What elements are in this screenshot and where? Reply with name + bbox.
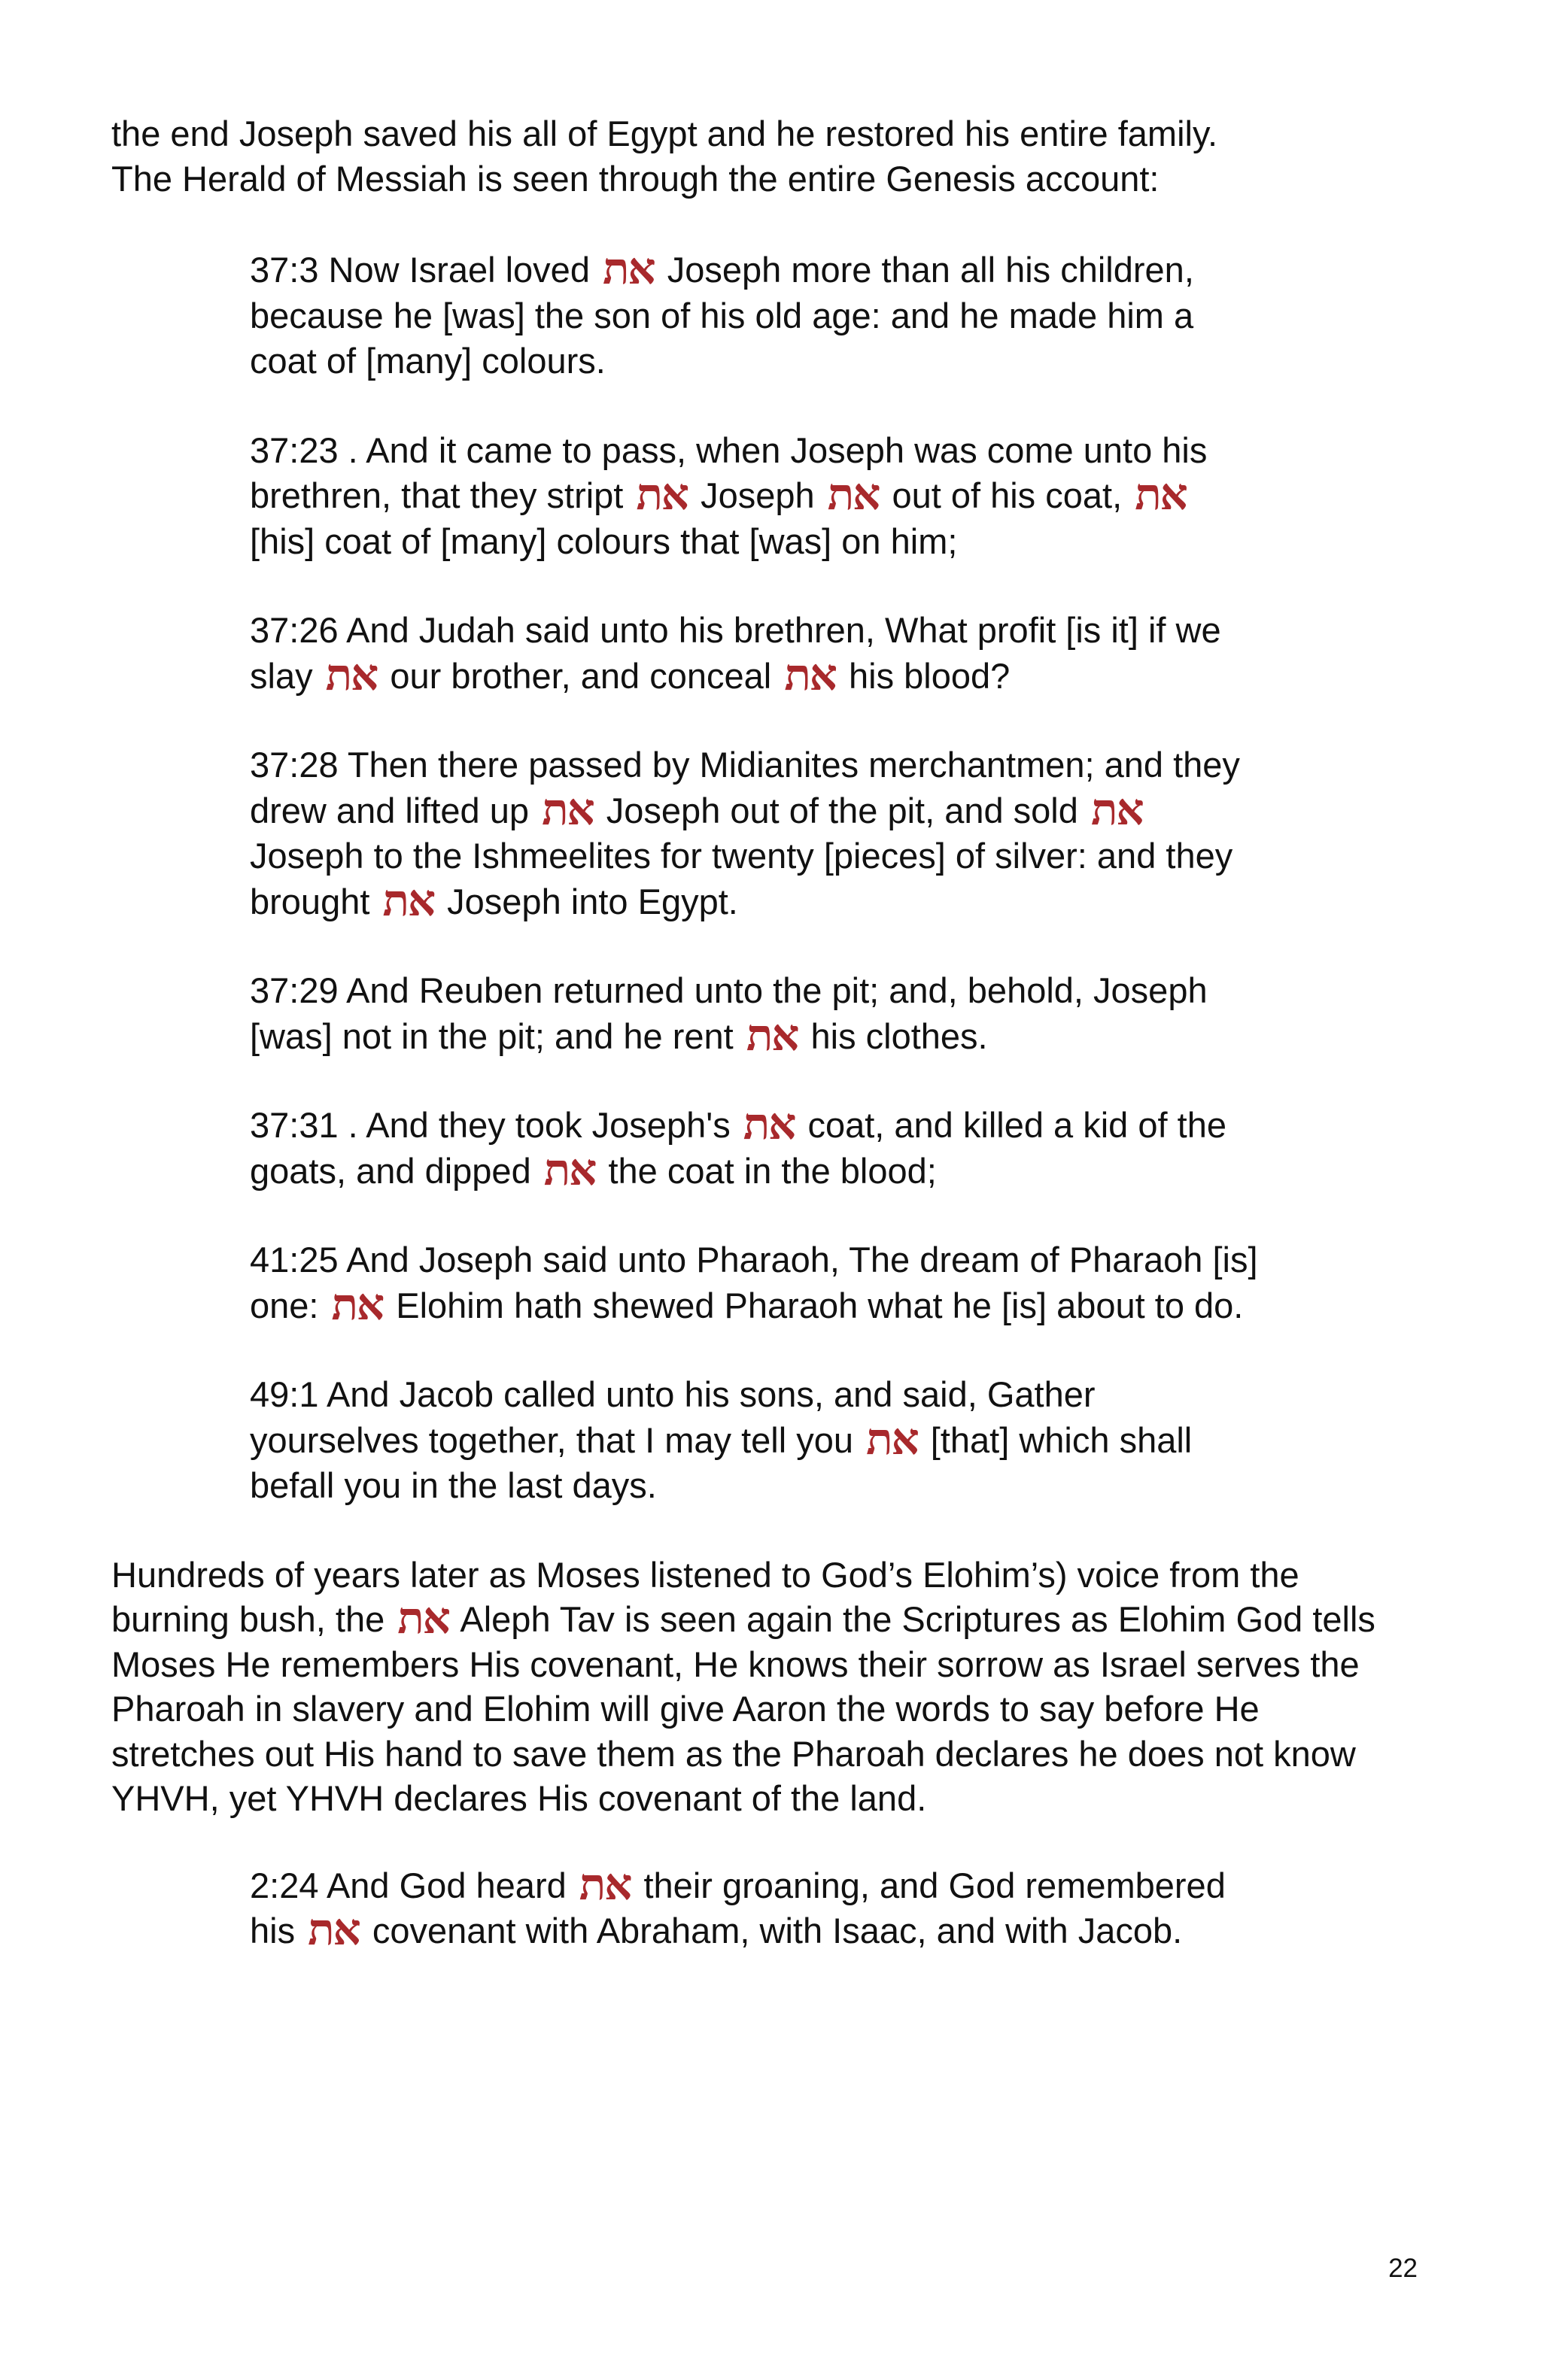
aleph-tav-glyph: את xyxy=(636,469,688,520)
verse-49-1 xyxy=(250,1372,1258,1509)
verse-text: our brother, and conceal xyxy=(390,655,772,696)
verse-37-3 xyxy=(250,243,1258,384)
verse-text: out of his coat, xyxy=(892,475,1123,515)
aleph-tav-glyph: את xyxy=(308,1904,360,1955)
verse-text: his blood? xyxy=(849,655,1011,696)
aleph-tav-glyph: את xyxy=(1090,783,1143,835)
verse-text: 49:1 And Jacob called unto his sons, and said, Gather yourselves together, that I may tell you xyxy=(250,1374,1096,1460)
verse-text: 37:26 And Judah said unto his brethren, What profit [is it] if we slay xyxy=(250,610,1221,696)
aleph-tav-glyph: את xyxy=(382,874,435,926)
verse-text: 37:23 . And it came to pass, when Joseph was come unto his brethren, that they stript xyxy=(250,430,1208,515)
aleph-tav-glyph: את xyxy=(1135,469,1187,520)
verse-text: the coat in the blood; xyxy=(608,1150,937,1191)
aleph-tav-glyph: את xyxy=(325,648,378,700)
page-number: 22 xyxy=(1388,2254,1418,2283)
aleph-tav-glyph: את xyxy=(543,1143,596,1195)
verse-text: 2:24 And God heard xyxy=(250,1865,567,1905)
verse-text: Joseph into Egypt. xyxy=(447,881,738,921)
verse-37-23 xyxy=(250,428,1258,565)
aleph-tav-glyph: את xyxy=(827,469,880,520)
page-content xyxy=(111,111,1391,1998)
verse-text: 37:29 And Reuben returned unto the pit; and, behold, Joseph [was] not in the pit; and he rent xyxy=(250,970,1208,1056)
verse-2-24 xyxy=(250,1858,1258,1955)
body-paragraph xyxy=(111,1553,1391,1821)
verse-text: covenant with Abraham, with Isaac, and with Jacob. xyxy=(372,1911,1183,1950)
verse-text: coat, and killed a kid of the goats, and dipped xyxy=(250,1105,1226,1191)
verse-text: 37:3 Now Israel loved xyxy=(250,250,590,290)
verse-text: Joseph to the Ishmeelites for twenty [pieces] of silver: and they brought xyxy=(250,836,1233,921)
aleph-tav-glyph: את xyxy=(746,1009,798,1061)
aleph-tav-glyph: את xyxy=(397,1592,449,1644)
verse-text: Elohim hath shewed Pharaoh what he [is] about to do. xyxy=(396,1285,1244,1325)
verse-37-29 xyxy=(250,968,1258,1059)
verse-text: 37:28 Then there passed by Midianites merchantmen; and they drew and lifted up xyxy=(250,745,1240,830)
verse-text: [his] coat of [many] colours that [was] on him; xyxy=(250,521,958,561)
verse-37-26 xyxy=(250,608,1258,699)
verse-37-28 xyxy=(250,742,1258,924)
aleph-tav-glyph: את xyxy=(542,783,594,835)
verse-text: Joseph xyxy=(701,475,815,515)
verse-text: 37:31 . And they took Joseph's xyxy=(250,1105,731,1145)
verse-text: their groaning, and God remembered his xyxy=(250,1865,1226,1950)
aleph-tav-glyph: את xyxy=(743,1098,795,1149)
intro-paragraph: the end Joseph saved his all of Egypt and he restored his entire family. The Herald of Messiah is seen through the entire Genesis account: xyxy=(111,114,1218,199)
body-text: Hundreds of years later as Moses listened to God’s Elohim’s) voice from the burning bush, the xyxy=(111,1554,1299,1639)
verse-text: Joseph out of the pit, and sold xyxy=(606,790,1078,830)
verse-text: his clothes. xyxy=(810,1015,988,1056)
aleph-tav-glyph: את xyxy=(866,1413,918,1465)
aleph-tav-glyph: את xyxy=(784,648,836,700)
aleph-tav-glyph: את xyxy=(603,243,655,294)
body-text: Aleph Tav is seen again the Scriptures as Elohim God tells Moses He remembers His covenant, He knows their sorrow as Israel serves the Pharoah in slavery and Elohim will give Aaron the words to say before He stretches out His hand to save them as the Pharoah declares he does not know YHVH, yet YHVH declares His covenant of the land. xyxy=(111,1599,1375,1818)
aleph-tav-glyph: את xyxy=(331,1278,384,1330)
verse-text: [that] which shall befall you in the last days. xyxy=(250,1419,1193,1505)
verse-41-25 xyxy=(250,1237,1258,1328)
verse-text: Joseph more than all his children, because he [was] the son of his old age: and he made him a coat of [many] colours. xyxy=(250,250,1194,381)
verse-text: 41:25 And Joseph said unto Pharaoh, The dream of Pharaoh [is] one: xyxy=(250,1240,1258,1325)
aleph-tav-glyph: את xyxy=(579,1858,631,1910)
verse-37-31 xyxy=(250,1098,1258,1195)
